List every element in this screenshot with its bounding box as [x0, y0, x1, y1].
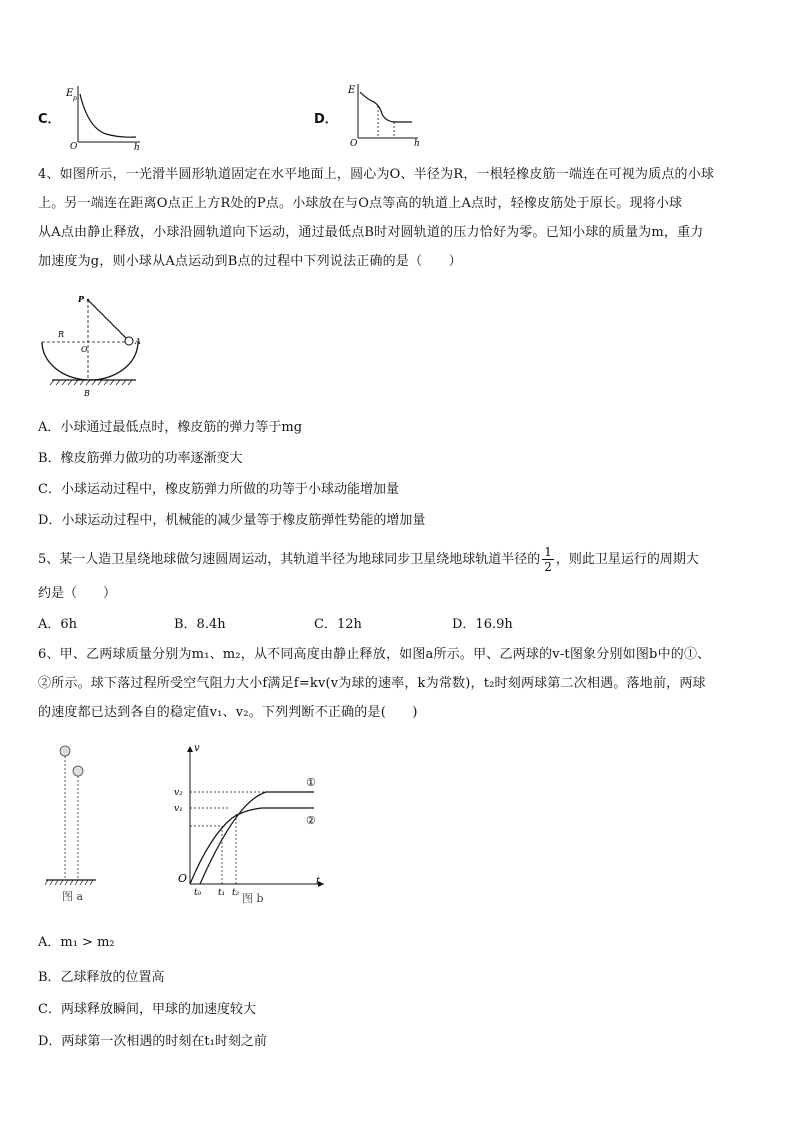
q6-fig-b-v1: v₁	[174, 804, 183, 814]
q4-option-c: C．小球运动过程中，橡皮筋弹力所做的功等于小球动能增加量	[38, 482, 399, 497]
q6-line-1: 6、甲、乙两球质量分别为m₁、m₂，从不同高度由静止释放，如图a所示。甲、乙两球的v-t图象分别如图b中的①、	[38, 647, 711, 662]
q4-label-a: A	[135, 337, 141, 346]
q4-figure	[38, 292, 148, 398]
option-d-label: D．	[314, 112, 338, 127]
q5-line-2: 约是（ ）	[38, 586, 117, 601]
q4-label-b: B	[84, 389, 90, 398]
q6-fig-b-t2: t₂	[232, 888, 240, 898]
q4-line-4: 加速度为g，则小球从A点运动到B点的过程中下列说法正确的是（ ）	[38, 254, 462, 269]
q4-label-r: R	[58, 330, 65, 339]
q5-fraction	[542, 545, 554, 574]
c-origin-label: O	[70, 142, 78, 150]
q6-fig-b-x-axis: t	[316, 876, 321, 887]
q4-option-a: A．小球通过最低点时，橡皮筋的弹力等于mg	[38, 420, 303, 435]
option-c-label: C．	[38, 112, 61, 127]
q6-fig-b-curve1-label: ①	[306, 776, 316, 789]
q6-fig-b-caption: 图 b	[242, 892, 264, 905]
question-4-text	[38, 160, 762, 276]
q6-fig-a-caption: 图 a	[62, 890, 84, 903]
d-y-axis-label: E	[348, 85, 356, 96]
q5-fraction-den: 2	[544, 560, 552, 574]
q5-line-1-after: ，则此卫星运行的周期大	[555, 552, 699, 567]
d-origin-label: O	[350, 139, 358, 148]
c-y-axis-label: E	[66, 88, 74, 99]
q5-fraction-num: 1	[544, 545, 552, 559]
q5-option-d: D．16.9h	[452, 617, 513, 632]
q6-option-d: D．两球第一次相遇的时刻在t₁时刻之前	[38, 1034, 267, 1049]
q4-label-o: O	[81, 345, 88, 354]
q6-line-3: 的速度都已达到各自的稳定值v₁、v₂。下列判断不正确的是( )	[38, 705, 418, 720]
q6-figure-a	[40, 740, 100, 905]
q4-line-2: 上。另一端连在距离O点正上方R处的P点。小球放在与O点等高的轨道上A点时，轻橡皮筋处于原长。现将小球	[38, 196, 683, 211]
q4-line-1: 4、如图所示，一光滑半圆形轨道固定在水平地面上，圆心为O、半径为R，一根轻橡皮筋一端连在可视为质点的小球	[38, 167, 715, 182]
c-y-axis-sub: p	[73, 95, 77, 102]
q5-option-b: B．8.4h	[174, 617, 226, 632]
q4-line-3: 从A点由静止释放，小球沿圆轨道向下运动，通过最低点B时对圆轨道的压力恰好为零。已知小球的质量为m，重力	[38, 225, 704, 240]
q6-option-a: A．m₁ > m₂	[38, 935, 115, 950]
q6-option-c: C．两球释放瞬间，甲球的加速度较大	[38, 1002, 256, 1017]
q4-option-b: B．橡皮筋弹力做功的功率逐渐变大	[38, 451, 243, 466]
option-c-graph	[62, 82, 144, 150]
question-6-text	[38, 640, 762, 727]
q5-option-c: C．12h	[314, 617, 362, 632]
q6-fig-b-origin: O	[178, 872, 188, 885]
q6-line-2: ②所示。球下落过程所受空气阻力大小f满足f=kv(v为球的速率，k为常数)，t₂时刻两球第二次相遇。落地前，两球	[38, 676, 706, 691]
q6-option-b: B．乙球释放的位置高	[38, 970, 165, 985]
d-x-axis-label: h	[414, 139, 420, 148]
q6-fig-b-y-axis: v	[194, 743, 200, 754]
q6-figure-b	[170, 742, 330, 906]
q6-fig-b-curve2-label: ②	[306, 814, 316, 827]
q5-option-a: A．6h	[38, 617, 78, 632]
q6-fig-b-v2: v₂	[174, 788, 183, 798]
option-d-graph	[342, 80, 424, 148]
q4-option-d: D．小球运动过程中，机械能的减少量等于橡皮筋弹性势能的增加量	[38, 513, 426, 528]
q6-fig-b-t1: t₁	[218, 888, 226, 898]
c-x-axis-label: h	[134, 143, 140, 150]
q5-line-1-before: 5、某一人造卫星绕地球做匀速圆周运动，其轨道半径为地球同步卫星绕地球轨道半径的	[38, 552, 541, 567]
q6-fig-b-t0: t₀	[194, 888, 202, 898]
q5-line-1	[38, 545, 762, 574]
q4-label-p: P	[78, 294, 85, 304]
